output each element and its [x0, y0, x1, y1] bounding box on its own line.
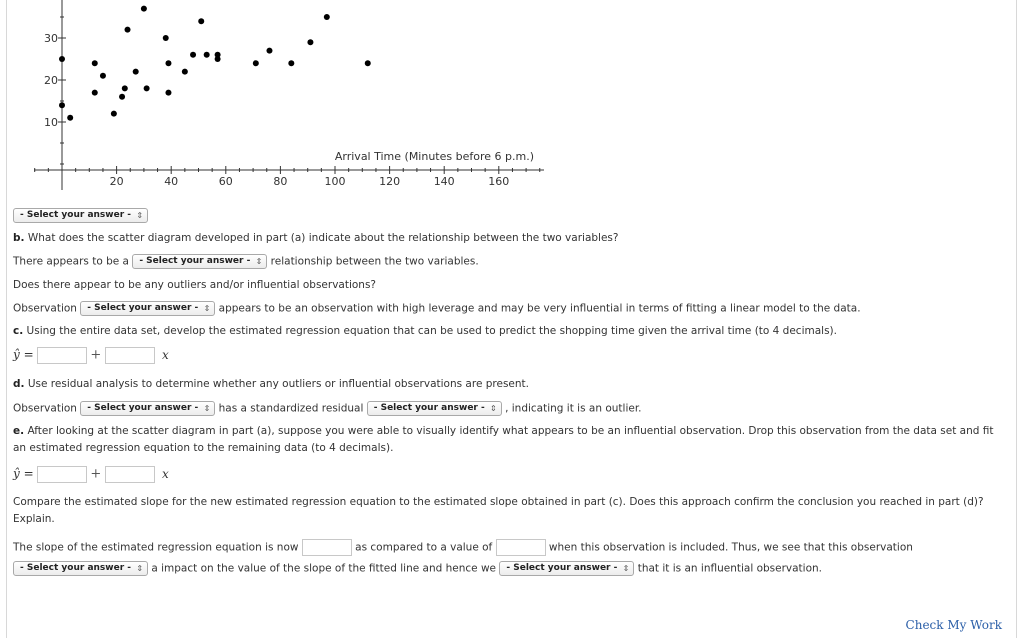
part-c-question: [13, 324, 837, 338]
impact-select[interactable]: - Select your answer - ⇕: [13, 561, 148, 576]
part-b-label: b.: [13, 232, 25, 244]
part-a-select-row: [13, 208, 148, 223]
x-tick-label: 80: [273, 175, 288, 188]
part-d-question: [13, 377, 529, 391]
scatter-point: [365, 60, 371, 66]
plus-symbol: +: [90, 347, 102, 363]
scatter-point: [122, 85, 128, 91]
equation-c-row: [13, 347, 169, 364]
outlier-pre-text: Observation: [13, 402, 81, 415]
slope-compare-row: [13, 539, 913, 556]
scatter-point: [198, 18, 204, 24]
outlier-post-text: , indicating it is an outlier.: [501, 402, 642, 415]
compare-question: Compare the estimated slope for the new estimated regression equation to the estimated slope obtained in part (c). Does this approach confirm the conclusion you reached in part (d)? Explain.: [13, 496, 984, 525]
scatter-point: [288, 60, 294, 66]
yhat-symbol: ŷ =: [13, 466, 34, 481]
scatter-point: [92, 60, 98, 66]
part-e-label: e.: [13, 425, 25, 437]
select-arrow-icon: ⇕: [255, 257, 263, 266]
scatter-point: [182, 69, 188, 75]
outlier-mid-text: has a standardized residual: [215, 402, 367, 415]
new-slope-input[interactable]: [302, 539, 352, 556]
scatter-point: [144, 85, 150, 91]
scatter-point: [165, 60, 171, 66]
y-tick-label: 30: [44, 32, 58, 45]
x-variable: x: [161, 466, 169, 481]
scatter-point: [253, 60, 259, 66]
select-arrow-icon: ⇕: [136, 564, 144, 573]
part-b-question-text: What does the scatter diagram developed in part (a) indicate about the relationship between the two variables?: [24, 232, 619, 244]
standardized-residual-select[interactable]: - Select your answer - ⇕: [367, 401, 502, 416]
leverage-post-text: appears to be an observation with high leverage and may be very influential in terms of fitting a linear model to the data.: [215, 302, 861, 315]
x-tick-label: 60: [218, 175, 233, 188]
scatter-chart: [0, 0, 560, 200]
slope-pre-text: The slope of the estimated regression equation is now: [13, 541, 302, 554]
x-tick-label: 20: [109, 175, 124, 188]
impact-row: [13, 561, 822, 576]
original-slope-input[interactable]: [496, 539, 546, 556]
plus-symbol: +: [90, 466, 102, 482]
scatter-point: [141, 6, 147, 12]
select-arrow-icon: ⇕: [490, 404, 497, 413]
scatter-point: [165, 90, 171, 96]
intercept-e-input[interactable]: [37, 466, 87, 483]
scatter-point: [100, 73, 106, 79]
y-tick-label: 20: [44, 74, 58, 87]
x-tick-label: 40: [164, 175, 179, 188]
relationship-row: [13, 254, 479, 269]
scatter-point: [111, 111, 117, 117]
x-axis-label: Arrival Time (Minutes before 6 p.m.): [334, 150, 534, 163]
outliers-question: Does there appear to be any outliers and/or influential observations?: [13, 279, 376, 291]
impact-mid-text: a impact on the value of the slope of the fitted line and hence we: [148, 562, 500, 575]
part-e-question-text: After looking at the scatter diagram in part (a), suppose you were able to visually identify what appears to be an influential observation. Drop this observation from the data set and fit an estimated regression equation to the remaining data (to 4 decimals).: [13, 425, 994, 454]
scatter-point: [125, 27, 131, 33]
yhat-symbol: ŷ =: [13, 347, 34, 362]
part-c-question-text: Using the entire data set, develop the estimated regression equation that can be used to predict the shopping time given the arrival time (to 4 decimals).: [23, 325, 837, 337]
x-tick-label: 160: [488, 175, 510, 188]
scatter-point: [190, 52, 196, 58]
relationship-pre-text: There appears to be a: [13, 255, 133, 268]
x-tick-label: 100: [324, 175, 346, 188]
leverage-observation-select[interactable]: - Select your answer - ⇕: [80, 301, 215, 316]
slope-c-input[interactable]: [105, 347, 155, 364]
intercept-c-input[interactable]: [37, 347, 87, 364]
slope-post-text: when this observation is included. Thus, we see that this observation: [545, 541, 913, 554]
part-a-select[interactable]: - Select your answer - ⇕: [13, 208, 148, 223]
part-b-question: [13, 231, 618, 245]
leverage-row: [13, 301, 861, 316]
leverage-pre-text: Observation: [13, 302, 81, 315]
scatter-point: [324, 14, 330, 20]
select-arrow-icon: ⇕: [622, 564, 630, 573]
x-variable: x: [161, 347, 169, 362]
scatter-point: [204, 52, 210, 58]
scatter-point: [119, 94, 125, 100]
x-tick-label: 120: [379, 175, 401, 188]
equation-e-row: [13, 466, 169, 483]
select-arrow-icon: ⇕: [136, 211, 144, 220]
part-c-label: c.: [13, 325, 24, 337]
conclude-select[interactable]: - Select your answer - ⇕: [499, 561, 634, 576]
scatter-point: [133, 69, 139, 75]
scatter-point: [59, 56, 65, 62]
scatter-point: [307, 39, 313, 45]
slope-mid-text: as compared to a value of: [351, 541, 496, 554]
check-my-work-link[interactable]: Check My Work: [905, 618, 1002, 632]
scatter-point: [163, 35, 169, 41]
y-tick-label: 10: [44, 116, 58, 129]
scatter-point: [92, 90, 98, 96]
slope-e-input[interactable]: [105, 466, 155, 483]
scatter-point: [67, 115, 73, 121]
outlier-row: [13, 401, 642, 416]
scatter-point: [215, 52, 221, 58]
relationship-select[interactable]: - Select your answer - ⇕: [132, 254, 267, 269]
scatter-point: [266, 48, 272, 54]
x-tick-label: 140: [433, 175, 455, 188]
part-d-question-text: Use residual analysis to determine whether any outliers or influential observations are present.: [24, 378, 529, 390]
select-arrow-icon: ⇕: [203, 404, 211, 413]
relationship-post-text: relationship between the two variables.: [267, 255, 479, 268]
impact-post-text: that it is an influential observation.: [634, 562, 823, 575]
scatter-point: [59, 102, 65, 108]
part-d-label: d.: [13, 378, 25, 390]
outlier-observation-select[interactable]: - Select your answer - ⇕: [80, 401, 215, 416]
part-e-question: [13, 423, 1008, 457]
select-arrow-icon: ⇕: [203, 304, 211, 313]
